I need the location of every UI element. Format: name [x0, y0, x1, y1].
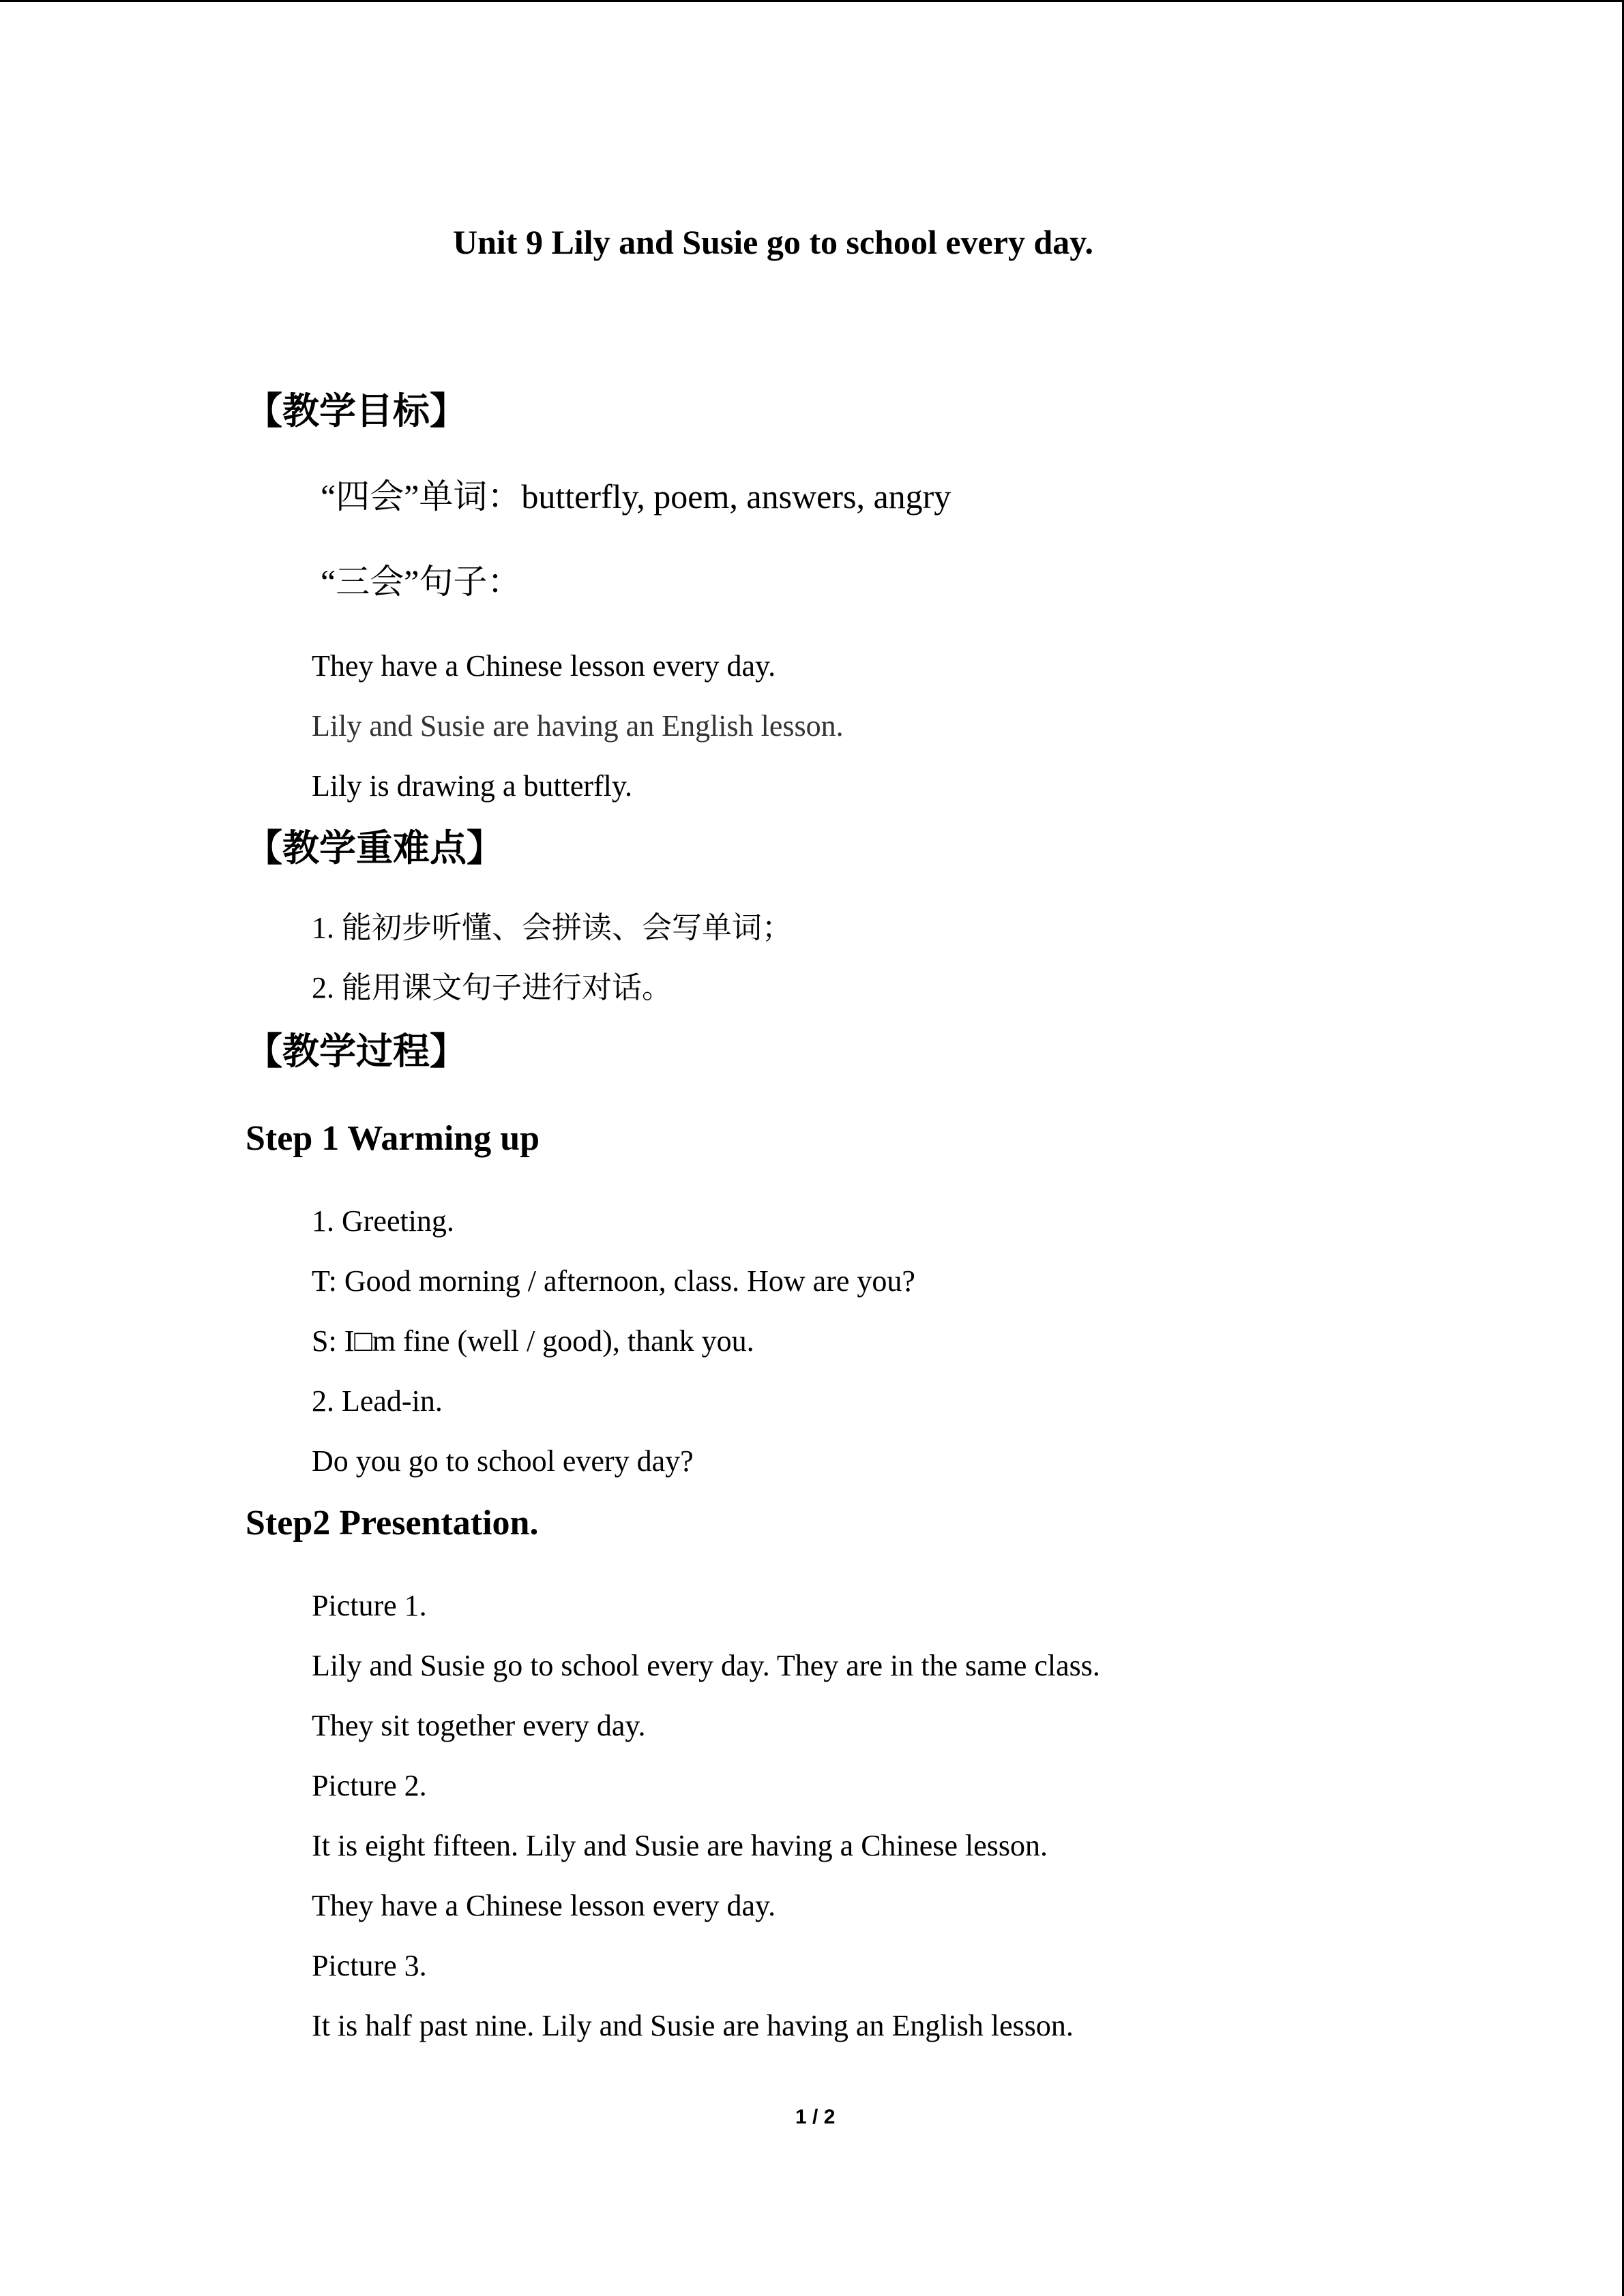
page-number: 1 / 2 [795, 2106, 836, 2128]
key-point-item: 2. 能用课文句子进行对话。 [312, 971, 672, 1004]
step1-line: 2. Lead-in. [312, 1384, 443, 1418]
three-skill-sentences-label: “三会”句子： [321, 563, 522, 601]
step2-line: Picture 2. [312, 1769, 427, 1802]
four-skill-words-line: “四会”单词：butterfly, poem, answers, angry [321, 477, 951, 516]
step1-line: S: I□m fine (well / good), thank you. [312, 1324, 754, 1358]
step2-heading: Step2 Presentation. [246, 1504, 539, 1542]
objective-sentence: They have a Chinese lesson every day. [312, 649, 776, 683]
step1-heading: Step 1 Warming up [246, 1119, 540, 1158]
step2-line: It is half past nine. Lily and Susie are having an English lesson. [312, 2009, 1074, 2042]
step2-line: Picture 3. [312, 1949, 427, 1982]
step2-line: They sit together every day. [312, 1709, 646, 1742]
key-point-item: 1. 能初步听懂、会拼读、会写单词； [312, 911, 792, 944]
process-heading: 【教学过程】 [246, 1031, 467, 1072]
objectives-heading: 【教学目标】 [246, 391, 467, 432]
step1-line: Do you go to school every day? [312, 1444, 694, 1478]
step1-line: T: Good morning / afternoon, class. How are you? [312, 1264, 915, 1298]
document-title: Unit 9 Lily and Susie go to school every day. [453, 223, 1093, 261]
step2-line: Lily and Susie go to school every day. They are in the same class. [312, 1649, 1100, 1682]
step2-line: Picture 1. [312, 1589, 427, 1622]
step1-line: 1. Greeting. [312, 1204, 454, 1238]
step2-line: It is eight fifteen. Lily and Susie are having a Chinese lesson. [312, 1829, 1048, 1862]
step2-line: They have a Chinese lesson every day. [312, 1889, 776, 1922]
key-points-heading: 【教学重难点】 [246, 828, 503, 869]
objective-sentence: Lily and Susie are having an English lesson. [312, 709, 844, 743]
objective-sentence: Lily is drawing a butterfly. [312, 769, 633, 803]
